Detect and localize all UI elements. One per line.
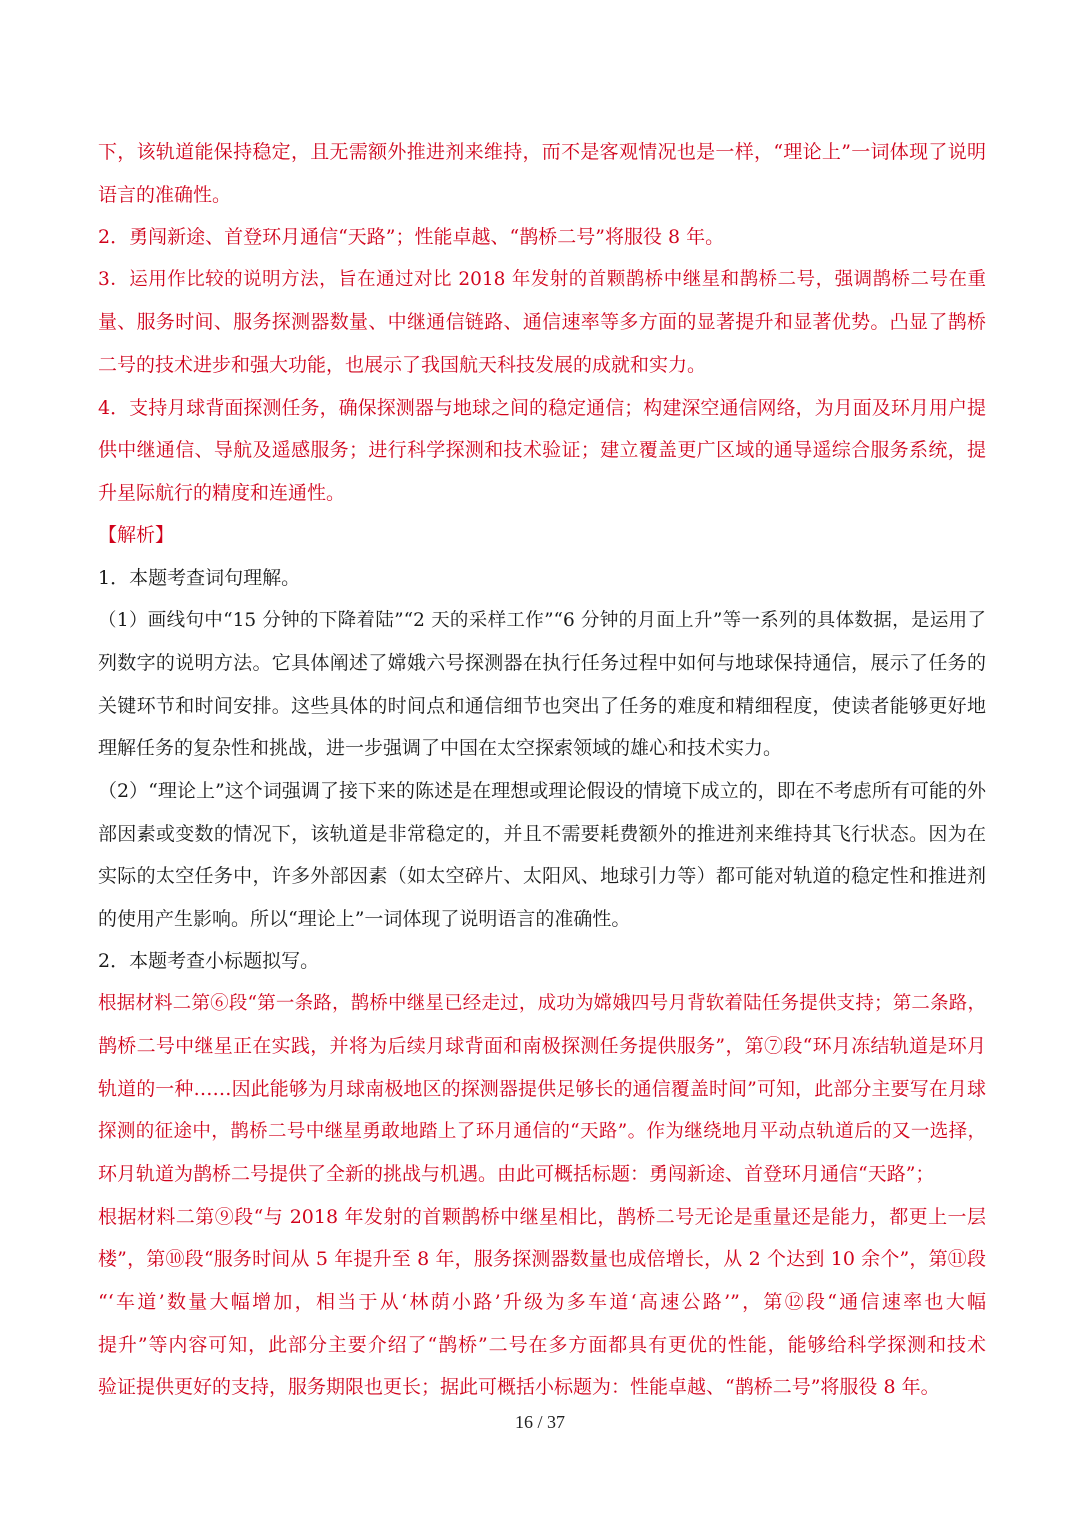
text-line: 探测的征途中，鹊桥二号中继星勇敢地踏上了环月通信的“天路”。作为继绕地月平动点轨道后的又一选择， xyxy=(98,1120,986,1142)
text-line: 2．勇闯新途、首登环月通信“天路”；性能卓越、“鹊桥二号”将服役 8 年。 xyxy=(98,226,725,249)
text-line: 2．本题考查小标题拟写。 xyxy=(98,950,320,973)
text-line: 【解析】 xyxy=(98,524,175,547)
text-line: 语言的准确性。 xyxy=(98,183,232,206)
text-line: 鹊桥二号中继星正在实践，并将为后续月球背面和南极探测任务提供服务”，第⑦段“环月冻结轨道是环月 xyxy=(98,1035,986,1058)
text-line: 实际的太空任务中，许多外部因素（如太空碎片、太阳风、地球引力等）都可能对轨道的稳定性和推进剂 xyxy=(98,865,986,888)
text-line: 1．本题考查词句理解。 xyxy=(98,566,301,589)
text-line: 关键环节和时间安排。这些具体的时间点和通信细节也突出了任务的难度和精细程度，使读者能够更好地 xyxy=(98,694,986,717)
text-line: 楼”，第⑩段“服务时间从 5 年提升至 8 年，服务探测器数量也成倍增长，从 2 个达到 10 余个”，第⑪段 xyxy=(98,1248,986,1271)
text-line: （1）画线句中“15 分钟的下降着陆”“2 天的采样工作”“6 分钟的月面上升”等一系列的具体数据，是运用了 xyxy=(98,609,986,631)
text-line: 列数字的说明方法。它具体阐述了嫦娥六号探测器在执行任务过程中如何与地球保持通信，展示了任务的 xyxy=(98,652,986,675)
text-line: 的使用产生影响。所以“理论上”一词体现了说明语言的准确性。 xyxy=(98,907,631,930)
text-line: 根据材料二第⑥段“第一条路，鹊桥中继星已经走过，成功为嫦娥四号月背软着陆任务提供支持；第二条路， xyxy=(98,992,986,1014)
text-line: 根据材料二第⑨段“与 2018 年发射的首颗鹊桥中继星相比，鹊桥二号无论是重量还是能力，都更上一层 xyxy=(98,1205,986,1228)
text-line: 验证提供更好的支持，服务期限也更长；据此可概括小标题为：性能卓越、“鹊桥二号”将服役 8 年。 xyxy=(98,1376,940,1399)
text-line: 3．运用作比较的说明方法，旨在通过对比 2018 年发射的首颗鹊桥中继星和鹊桥二号，强调鹊桥二号在重 xyxy=(98,268,986,290)
text-line: （2）“理论上”这个词强调了接下来的陈述是在理想或理论假设的情境下成立的，即在不考虑所有可能的外 xyxy=(98,779,986,802)
text-line: 理解任务的复杂性和挑战，进一步强调了中国在太空探索领域的雄心和技术实力。 xyxy=(98,737,783,760)
text-line: 二号的技术进步和强大功能，也展示了我国航天科技发展的成就和实力。 xyxy=(98,353,707,376)
text-line: 下，该轨道能保持稳定，且无需额外推进剂来维持，而不是客观情况也是一样，“理论上”一词体现了说明 xyxy=(98,141,986,163)
text-line: “‘车道’数量大幅增加，相当于从‘林荫小路’升级为多车道‘高速公路’”，第⑫段“通信速率也大幅 xyxy=(98,1291,986,1314)
text-line: 轨道的一种……因此能够为月球南极地区的探测器提供足够长的通信覆盖时间”可知，此部分主要写在月球 xyxy=(98,1078,986,1101)
text-line: 环月轨道为鹊桥二号提供了全新的挑战与机遇。由此可概括标题：勇闯新途、首登环月通信“天路”； xyxy=(98,1163,935,1186)
text-line: 提升”等内容可知，此部分主要介绍了“鹊桥”二号在多方面都具有更优的性能，能够给科学探测和技术 xyxy=(98,1333,986,1356)
text-line: 升星际航行的精度和连通性。 xyxy=(98,481,346,504)
text-line: 供中继通信、导航及遥感服务；进行科学探测和技术验证；建立覆盖更广区域的通导遥综合服务系统，提 xyxy=(98,439,986,462)
text-line: 部因素或变数的情况下，该轨道是非常稳定的，并且不需要耗费额外的推进剂来维持其飞行状态。因为在 xyxy=(98,822,986,845)
text-line: 量、服务时间、服务探测器数量、中继通信链路、通信速率等多方面的显著提升和显著优势。凸显了鹊桥 xyxy=(98,311,986,334)
text-line: 4．支持月球背面探测任务，确保探测器与地球之间的稳定通信；构建深空通信网络，为月面及环月用户提 xyxy=(98,396,986,419)
page-body xyxy=(98,131,986,1409)
page-number: 16 / 37 xyxy=(514,1412,565,1432)
